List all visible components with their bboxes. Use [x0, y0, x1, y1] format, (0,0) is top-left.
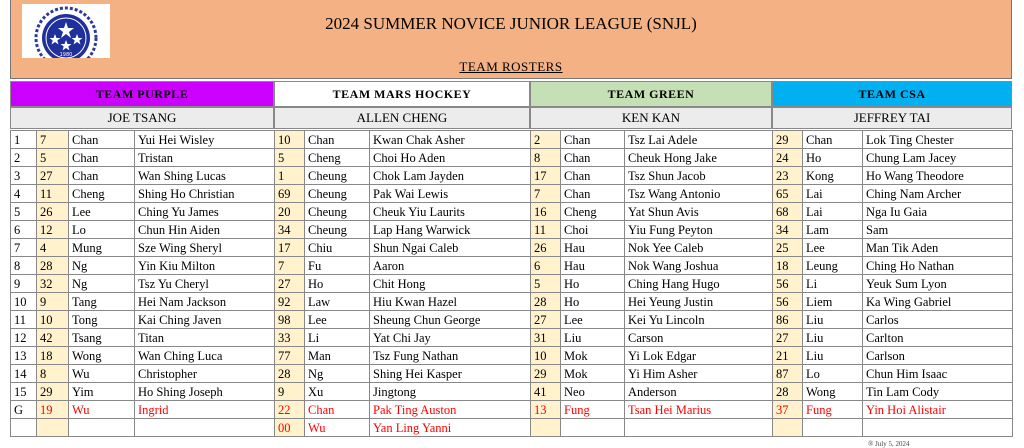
- purple-player-first-name: Shing Ho Christian: [135, 185, 275, 203]
- csa-player-last-name: Lai: [803, 185, 863, 203]
- csa-player-first-name: Yeuk Sum Lyon: [863, 275, 1013, 293]
- roster-row: [11, 401, 1013, 419]
- roster-row: [11, 257, 1013, 275]
- csa-player-last-name: Fung: [803, 401, 863, 419]
- row-index: G: [11, 401, 37, 419]
- purple-player-last-name: [69, 419, 135, 437]
- purple-player-first-name: Ho Shing Joseph: [135, 383, 275, 401]
- green-player-last-name: Chan: [561, 149, 625, 167]
- mars-player-last-name: Cheung: [305, 221, 370, 239]
- green-player-last-name: Mok: [561, 347, 625, 365]
- mars-player-first-name: Aaron: [370, 257, 531, 275]
- green-player-number: 26: [531, 239, 561, 257]
- purple-player-last-name: Wu: [69, 365, 135, 383]
- green-player-number: 41: [531, 383, 561, 401]
- mars-player-last-name: Cheung: [305, 185, 370, 203]
- csa-player-first-name: Lok Ting Chester: [863, 131, 1013, 149]
- mars-player-first-name: Cheuk Yiu Laurits: [370, 203, 531, 221]
- mars-player-last-name: Lee: [305, 311, 370, 329]
- purple-player-first-name: Hei Nam Jackson: [135, 293, 275, 311]
- purple-player-first-name: [135, 419, 275, 437]
- csa-player-last-name: Liu: [803, 347, 863, 365]
- green-player-last-name: Hau: [561, 257, 625, 275]
- purple-player-last-name: Tsang: [69, 329, 135, 347]
- green-player-number: 7: [531, 185, 561, 203]
- footer-date: ® July 5, 2024: [868, 440, 910, 448]
- purple-player-number: 11: [37, 185, 69, 203]
- row-index: 3: [11, 167, 37, 185]
- mars-player-number: 9: [275, 383, 305, 401]
- csa-player-number: 21: [773, 347, 803, 365]
- roster-table: [10, 130, 1013, 437]
- csa-player-number: 34: [773, 221, 803, 239]
- green-player-number: 16: [531, 203, 561, 221]
- csa-player-number: 24: [773, 149, 803, 167]
- purple-player-first-name: Christopher: [135, 365, 275, 383]
- mars-player-last-name: Wu: [305, 419, 370, 437]
- roster-row: [11, 131, 1013, 149]
- roster-row: [11, 167, 1013, 185]
- page-title: 2024 SUMMER NOVICE JUNIOR LEAGUE (SNJL): [325, 14, 697, 33]
- mars-player-first-name: Chok Lam Jayden: [370, 167, 531, 185]
- csa-player-last-name: Liu: [803, 311, 863, 329]
- csa-player-first-name: Chung Lam Jacey: [863, 149, 1013, 167]
- purple-player-last-name: Cheng: [69, 185, 135, 203]
- purple-player-last-name: Tang: [69, 293, 135, 311]
- row-index: 12: [11, 329, 37, 347]
- team-purple-header: TEAM PURPLE: [10, 81, 274, 107]
- green-player-first-name: Kei Yu Lincoln: [625, 311, 773, 329]
- green-player-first-name: Ching Hang Hugo: [625, 275, 773, 293]
- roster-row: [11, 383, 1013, 401]
- purple-player-last-name: Ng: [69, 257, 135, 275]
- roster-row: [11, 221, 1013, 239]
- purple-player-number: 26: [37, 203, 69, 221]
- purple-player-last-name: Yim: [69, 383, 135, 401]
- purple-player-first-name: Wan Shing Lucas: [135, 167, 275, 185]
- purple-player-last-name: Chan: [69, 167, 135, 185]
- green-player-number: 8: [531, 149, 561, 167]
- coach-csa: JEFFREY TAI: [772, 107, 1012, 129]
- csa-player-number: 28: [773, 383, 803, 401]
- mars-player-number: 10: [275, 131, 305, 149]
- mars-player-last-name: Ho: [305, 275, 370, 293]
- purple-player-number: 10: [37, 311, 69, 329]
- svg-text:1980: 1980: [59, 52, 73, 58]
- row-index: 8: [11, 257, 37, 275]
- mars-player-last-name: Xu: [305, 383, 370, 401]
- green-player-number: 2: [531, 131, 561, 149]
- csa-player-first-name: Chun Him Isaac: [863, 365, 1013, 383]
- green-player-first-name: Yiu Fung Peyton: [625, 221, 773, 239]
- mars-player-first-name: Tsz Fung Nathan: [370, 347, 531, 365]
- mars-player-last-name: Cheng: [305, 149, 370, 167]
- green-player-first-name: Tsan Hei Marius: [625, 401, 773, 419]
- csa-player-first-name: Man Tik Aden: [863, 239, 1013, 257]
- mars-player-last-name: Ng: [305, 365, 370, 383]
- csa-player-first-name: [863, 419, 1013, 437]
- purple-player-first-name: Tristan: [135, 149, 275, 167]
- csa-player-first-name: Sam: [863, 221, 1013, 239]
- green-player-first-name: Tsz Lai Adele: [625, 131, 773, 149]
- mars-player-number: 17: [275, 239, 305, 257]
- roster-row: [11, 275, 1013, 293]
- purple-player-number: 9: [37, 293, 69, 311]
- mars-player-first-name: Shing Hei Kasper: [370, 365, 531, 383]
- row-index: 7: [11, 239, 37, 257]
- mars-player-number: 69: [275, 185, 305, 203]
- purple-player-number: [37, 419, 69, 437]
- csa-player-last-name: [803, 419, 863, 437]
- csa-player-first-name: Ching Ho Nathan: [863, 257, 1013, 275]
- csa-player-first-name: Tin Lam Cody: [863, 383, 1013, 401]
- green-player-first-name: Cheuk Hong Jake: [625, 149, 773, 167]
- csa-player-number: 68: [773, 203, 803, 221]
- purple-player-last-name: Wu: [69, 401, 135, 419]
- green-player-last-name: Ho: [561, 293, 625, 311]
- purple-player-last-name: Tong: [69, 311, 135, 329]
- purple-player-last-name: Lee: [69, 203, 135, 221]
- team-csa-header: TEAM CSA: [772, 81, 1012, 107]
- purple-player-first-name: Titan: [135, 329, 275, 347]
- row-index: 1: [11, 131, 37, 149]
- row-index: 13: [11, 347, 37, 365]
- mars-player-number: 1: [275, 167, 305, 185]
- green-player-last-name: Mok: [561, 365, 625, 383]
- mars-player-number: 33: [275, 329, 305, 347]
- roster-row: [11, 239, 1013, 257]
- mars-player-first-name: Hiu Kwan Hazel: [370, 293, 531, 311]
- csa-player-first-name: Carlton: [863, 329, 1013, 347]
- mars-player-first-name: Chit Hong: [370, 275, 531, 293]
- csa-player-last-name: Wong: [803, 383, 863, 401]
- csa-player-first-name: Ho Wang Theodore: [863, 167, 1013, 185]
- mars-player-last-name: Man: [305, 347, 370, 365]
- purple-player-last-name: Lo: [69, 221, 135, 239]
- green-player-number: 31: [531, 329, 561, 347]
- mars-player-last-name: Law: [305, 293, 370, 311]
- purple-player-last-name: Wong: [69, 347, 135, 365]
- green-player-number: 27: [531, 311, 561, 329]
- row-index: 11: [11, 311, 37, 329]
- csa-player-number: 18: [773, 257, 803, 275]
- mars-player-number: 7: [275, 257, 305, 275]
- subtitle-bar: [10, 58, 1012, 79]
- roster-row: [11, 365, 1013, 383]
- purple-player-last-name: Chan: [69, 149, 135, 167]
- csa-player-last-name: Liem: [803, 293, 863, 311]
- csa-player-number: 25: [773, 239, 803, 257]
- green-player-first-name: Yi Him Asher: [625, 365, 773, 383]
- row-index: 5: [11, 203, 37, 221]
- mars-player-number: 22: [275, 401, 305, 419]
- green-player-number: 17: [531, 167, 561, 185]
- mars-player-first-name: Choi Ho Aden: [370, 149, 531, 167]
- mars-player-number: 5: [275, 149, 305, 167]
- purple-player-first-name: Yin Kiu Milton: [135, 257, 275, 275]
- csa-player-number: 87: [773, 365, 803, 383]
- green-player-last-name: Chan: [561, 167, 625, 185]
- purple-player-first-name: Tsz Yu Cheryl: [135, 275, 275, 293]
- green-player-number: 6: [531, 257, 561, 275]
- csa-player-number: 29: [773, 131, 803, 149]
- purple-player-number: 4: [37, 239, 69, 257]
- green-player-last-name: Choi: [561, 221, 625, 239]
- green-player-number: 5: [531, 275, 561, 293]
- roster-row: [11, 149, 1013, 167]
- csa-player-last-name: Lam: [803, 221, 863, 239]
- header-banner: [10, 0, 1012, 58]
- csa-player-last-name: Kong: [803, 167, 863, 185]
- mars-player-number: 27: [275, 275, 305, 293]
- mars-player-first-name: Lap Hang Warwick: [370, 221, 531, 239]
- csa-player-number: 37: [773, 401, 803, 419]
- purple-player-last-name: Mung: [69, 239, 135, 257]
- purple-player-first-name: Sze Wing Sheryl: [135, 239, 275, 257]
- mars-player-number: 28: [275, 365, 305, 383]
- mars-player-number: 20: [275, 203, 305, 221]
- purple-player-last-name: Chan: [69, 131, 135, 149]
- purple-player-number: 18: [37, 347, 69, 365]
- roster-row: [11, 347, 1013, 365]
- mars-player-first-name: Shun Ngai Caleb: [370, 239, 531, 257]
- csa-player-number: [773, 419, 803, 437]
- csa-player-number: 23: [773, 167, 803, 185]
- coach-row: [10, 107, 1012, 129]
- subtitle: TEAM ROSTERS: [459, 59, 563, 74]
- csa-player-last-name: Lai: [803, 203, 863, 221]
- mars-player-number: 00: [275, 419, 305, 437]
- mars-player-first-name: Pak Wai Lewis: [370, 185, 531, 203]
- team-header-row: [10, 81, 1012, 107]
- mars-player-number: 34: [275, 221, 305, 239]
- purple-player-number: 32: [37, 275, 69, 293]
- green-player-last-name: Liu: [561, 329, 625, 347]
- csa-player-number: 56: [773, 293, 803, 311]
- row-index: 4: [11, 185, 37, 203]
- row-index: 10: [11, 293, 37, 311]
- green-player-number: 29: [531, 365, 561, 383]
- green-player-first-name: Hei Yeung Justin: [625, 293, 773, 311]
- green-player-first-name: Anderson: [625, 383, 773, 401]
- csa-player-last-name: Leung: [803, 257, 863, 275]
- mars-player-last-name: Li: [305, 329, 370, 347]
- green-player-first-name: Tsz Shun Jacob: [625, 167, 773, 185]
- purple-player-number: 12: [37, 221, 69, 239]
- row-index: 6: [11, 221, 37, 239]
- purple-player-first-name: Ingrid: [135, 401, 275, 419]
- mars-player-first-name: Jingtong: [370, 383, 531, 401]
- mars-player-number: 77: [275, 347, 305, 365]
- purple-player-first-name: Yui Hei Wisley: [135, 131, 275, 149]
- csa-player-last-name: Lee: [803, 239, 863, 257]
- csa-player-last-name: Li: [803, 275, 863, 293]
- csa-player-first-name: Ka Wing Gabriel: [863, 293, 1013, 311]
- csa-player-number: 86: [773, 311, 803, 329]
- team-green-header: TEAM GREEN: [530, 81, 772, 107]
- roster-row: [11, 329, 1013, 347]
- green-player-number: 13: [531, 401, 561, 419]
- csa-player-first-name: Carlos: [863, 311, 1013, 329]
- purple-player-first-name: Wan Ching Luca: [135, 347, 275, 365]
- roster-row: [11, 293, 1013, 311]
- mars-player-number: 98: [275, 311, 305, 329]
- csa-player-last-name: Liu: [803, 329, 863, 347]
- green-player-number: 10: [531, 347, 561, 365]
- csa-player-last-name: Ho: [803, 149, 863, 167]
- mars-player-last-name: Chan: [305, 401, 370, 419]
- green-player-last-name: Ho: [561, 275, 625, 293]
- team-mars-header: TEAM MARS HOCKEY: [274, 81, 530, 107]
- green-player-last-name: [561, 419, 625, 437]
- green-player-last-name: Lee: [561, 311, 625, 329]
- green-player-number: 11: [531, 221, 561, 239]
- roster-row: [11, 311, 1013, 329]
- green-player-last-name: Fung: [561, 401, 625, 419]
- coach-mars: ALLEN CHENG: [274, 107, 530, 129]
- coach-purple: JOE TSANG: [10, 107, 274, 129]
- purple-player-number: 29: [37, 383, 69, 401]
- purple-player-number: 28: [37, 257, 69, 275]
- mars-player-number: 92: [275, 293, 305, 311]
- csa-player-last-name: Lo: [803, 365, 863, 383]
- purple-player-number: 42: [37, 329, 69, 347]
- green-player-first-name: Yat Shun Avis: [625, 203, 773, 221]
- mars-player-first-name: Yan Ling Yanni: [370, 419, 531, 437]
- purple-player-number: 7: [37, 131, 69, 149]
- csa-player-first-name: Ching Nam Archer: [863, 185, 1013, 203]
- csa-player-number: 65: [773, 185, 803, 203]
- green-player-first-name: Nok Wang Joshua: [625, 257, 773, 275]
- csa-player-number: 56: [773, 275, 803, 293]
- csa-player-first-name: Carlson: [863, 347, 1013, 365]
- row-index: [11, 419, 37, 437]
- csa-player-first-name: Nga Iu Gaia: [863, 203, 1013, 221]
- mars-player-last-name: Fu: [305, 257, 370, 275]
- roster-row: [11, 185, 1013, 203]
- csa-player-last-name: Chan: [803, 131, 863, 149]
- coach-green: KEN KAN: [530, 107, 772, 129]
- green-player-last-name: Hau: [561, 239, 625, 257]
- csa-player-first-name: Yin Hoi Alistair: [863, 401, 1013, 419]
- purple-player-first-name: Kai Ching Javen: [135, 311, 275, 329]
- mars-player-first-name: Sheung Chun George: [370, 311, 531, 329]
- purple-player-number: 5: [37, 149, 69, 167]
- row-index: 15: [11, 383, 37, 401]
- purple-player-number: 19: [37, 401, 69, 419]
- mars-player-last-name: Cheung: [305, 203, 370, 221]
- green-player-last-name: Chan: [561, 131, 625, 149]
- purple-player-number: 8: [37, 365, 69, 383]
- roster-row: [11, 419, 1013, 437]
- csa-player-number: 27: [773, 329, 803, 347]
- green-player-last-name: Cheng: [561, 203, 625, 221]
- mars-player-last-name: Cheung: [305, 167, 370, 185]
- green-player-last-name: Neo: [561, 383, 625, 401]
- green-player-first-name: Nok Yee Caleb: [625, 239, 773, 257]
- mars-player-first-name: Yat Chi Jay: [370, 329, 531, 347]
- row-index: 9: [11, 275, 37, 293]
- row-index: 2: [11, 149, 37, 167]
- green-player-last-name: Chan: [561, 185, 625, 203]
- purple-player-first-name: Chun Hin Aiden: [135, 221, 275, 239]
- purple-player-number: 27: [37, 167, 69, 185]
- mars-player-first-name: Kwan Chak Asher: [370, 131, 531, 149]
- green-player-first-name: [625, 419, 773, 437]
- purple-player-last-name: Ng: [69, 275, 135, 293]
- green-player-first-name: Yi Lok Edgar: [625, 347, 773, 365]
- green-player-number: [531, 419, 561, 437]
- purple-player-first-name: Ching Yu James: [135, 203, 275, 221]
- row-index: 14: [11, 365, 37, 383]
- mars-player-first-name: Pak Ting Auston: [370, 401, 531, 419]
- mars-player-last-name: Chiu: [305, 239, 370, 257]
- green-player-first-name: Tsz Wang Antonio: [625, 185, 773, 203]
- green-player-number: 28: [531, 293, 561, 311]
- green-player-first-name: Carson: [625, 329, 773, 347]
- mars-player-last-name: Chan: [305, 131, 370, 149]
- roster-row: [11, 203, 1013, 221]
